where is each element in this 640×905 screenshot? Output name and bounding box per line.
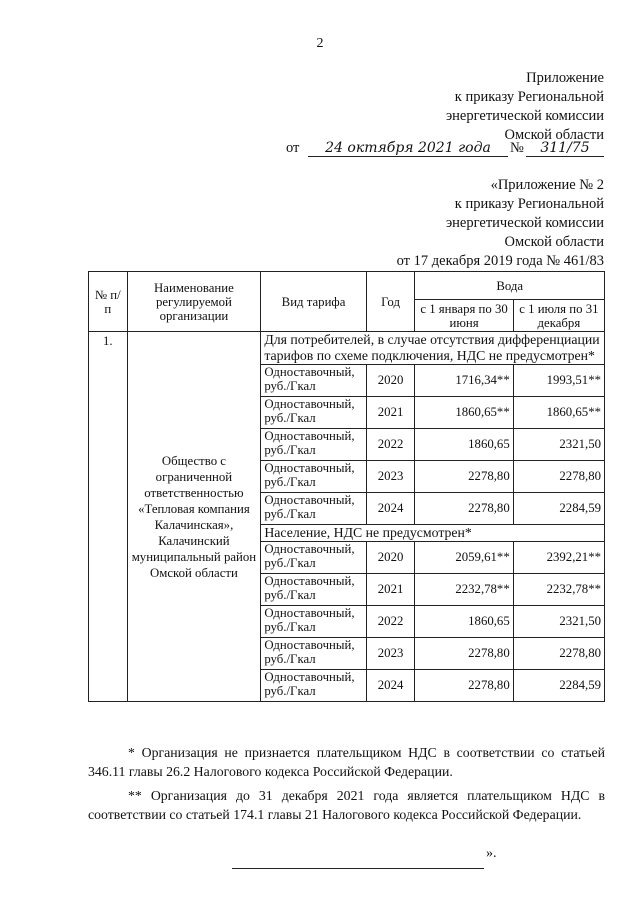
value-h2-cell: 2392,21**	[513, 542, 604, 574]
tariff-cell: Одноставочный, руб./Гкал	[261, 461, 366, 493]
page-number: 2	[316, 36, 324, 51]
header-org: Наименование регулируемой организации	[127, 272, 261, 332]
value-h1-cell: 1860,65**	[415, 397, 513, 429]
annex2-line: Омской области	[504, 234, 604, 250]
annex2-line: к приказу Региональной	[454, 196, 604, 212]
value-h2-cell: 1860,65**	[513, 397, 604, 429]
year-cell: 2021	[366, 574, 415, 606]
year-cell: 2021	[366, 397, 415, 429]
year-cell: 2022	[366, 429, 415, 461]
header-tariff: Вид тарифа	[261, 272, 366, 332]
tariff-table	[88, 271, 605, 702]
value-h1-cell: 2059,61**	[415, 542, 513, 574]
annex-line: Омской области	[504, 127, 604, 143]
annex2-line: энергетической комиссии	[445, 215, 604, 231]
value-h1-cell: 2232,78**	[415, 574, 513, 606]
tariff-cell: Одноставочный, руб./Гкал	[261, 365, 366, 397]
annex-line: Приложение	[526, 70, 604, 86]
value-h1-cell: 2278,80	[415, 670, 513, 702]
value-h2-cell: 2232,78**	[513, 574, 604, 606]
handwritten-number: 311/75	[526, 140, 604, 157]
tariff-cell: Одноставочный, руб./Гкал	[261, 542, 366, 574]
annex2-line: от 17 декабря 2019 года № 461/83	[396, 253, 604, 269]
tariff-cell: Одноставочный, руб./Гкал	[261, 638, 366, 670]
tariff-cell: Одноставочный, руб./Гкал	[261, 397, 366, 429]
value-h2-cell: 2278,80	[513, 461, 604, 493]
header-period-1: с 1 января по 30 июня	[415, 300, 513, 332]
value-h2-cell: 1993,51**	[513, 365, 604, 397]
tariff-cell: Одноставочный, руб./Гкал	[261, 493, 366, 525]
year-cell: 2020	[366, 365, 415, 397]
value-h2-cell: 2321,50	[513, 429, 604, 461]
value-h2-cell: 2284,59	[513, 670, 604, 702]
annex-signature-line	[286, 140, 606, 162]
number-label: №	[510, 140, 524, 156]
value-h1-cell: 2278,80	[415, 461, 513, 493]
annex2-header	[397, 176, 604, 271]
annex-line: к приказу Региональной	[454, 89, 604, 105]
tariff-cell: Одноставочный, руб./Гкал	[261, 606, 366, 638]
header-period-2: с 1 июля по 31 декабря	[513, 300, 604, 332]
value-h1-cell: 2278,80	[415, 638, 513, 670]
closing-mark: ».	[486, 846, 497, 861]
handwritten-date: 24 октября 2021 года	[308, 140, 508, 157]
value-h2-cell: 2278,80	[513, 638, 604, 670]
year-cell: 2023	[366, 461, 415, 493]
header-num: № п/п	[89, 272, 128, 332]
year-cell: 2023	[366, 638, 415, 670]
year-cell: 2024	[366, 493, 415, 525]
header-year: Год	[366, 272, 415, 332]
footnote-2: ** Организация до 31 декабря 2021 года является плательщиком НДС в соответствии со статьей 174.1 главы 21 Налогового кодекса Российской Федерации.	[88, 788, 605, 822]
row-number: 1.	[89, 332, 128, 702]
value-h1-cell: 1860,65	[415, 429, 513, 461]
header-water: Вода	[415, 272, 605, 300]
year-cell: 2024	[366, 670, 415, 702]
tariff-cell: Одноставочный, руб./Гкал	[261, 670, 366, 702]
year-cell: 2020	[366, 542, 415, 574]
value-h2-cell: 2284,59	[513, 493, 604, 525]
footnote-1: * Организация не признается плательщиком НДС в соответствии со статьей 346.11 главы 26.2 Налогового кодекса Российской Федерации.	[88, 745, 605, 779]
value-h1-cell: 1716,34**	[415, 365, 513, 397]
year-cell: 2022	[366, 606, 415, 638]
value-h1-cell: 2278,80	[415, 493, 513, 525]
annex-header	[446, 69, 604, 145]
organization-name: Общество с ограниченной ответственностью «Тепловая компания Калачинская», Калачинский муниципальный район Омской области	[127, 332, 261, 702]
tariff-cell: Одноставочный, руб./Гкал	[261, 429, 366, 461]
value-h2-cell: 2321,50	[513, 606, 604, 638]
group-title-population: Население, НДС не предусмотрен*	[261, 525, 605, 542]
annex-line: энергетической комиссии	[445, 108, 604, 124]
closing-line	[232, 850, 484, 869]
tariff-cell: Одноставочный, руб./Гкал	[261, 574, 366, 606]
value-h1-cell: 1860,65	[415, 606, 513, 638]
annex2-line: «Приложение № 2	[490, 177, 604, 193]
from-label: от	[286, 140, 300, 156]
group-title-consumers: Для потребителей, в случае отсутствия дифференциации тарифов по схеме подключения, НДС не предусмотрен*	[261, 332, 605, 365]
